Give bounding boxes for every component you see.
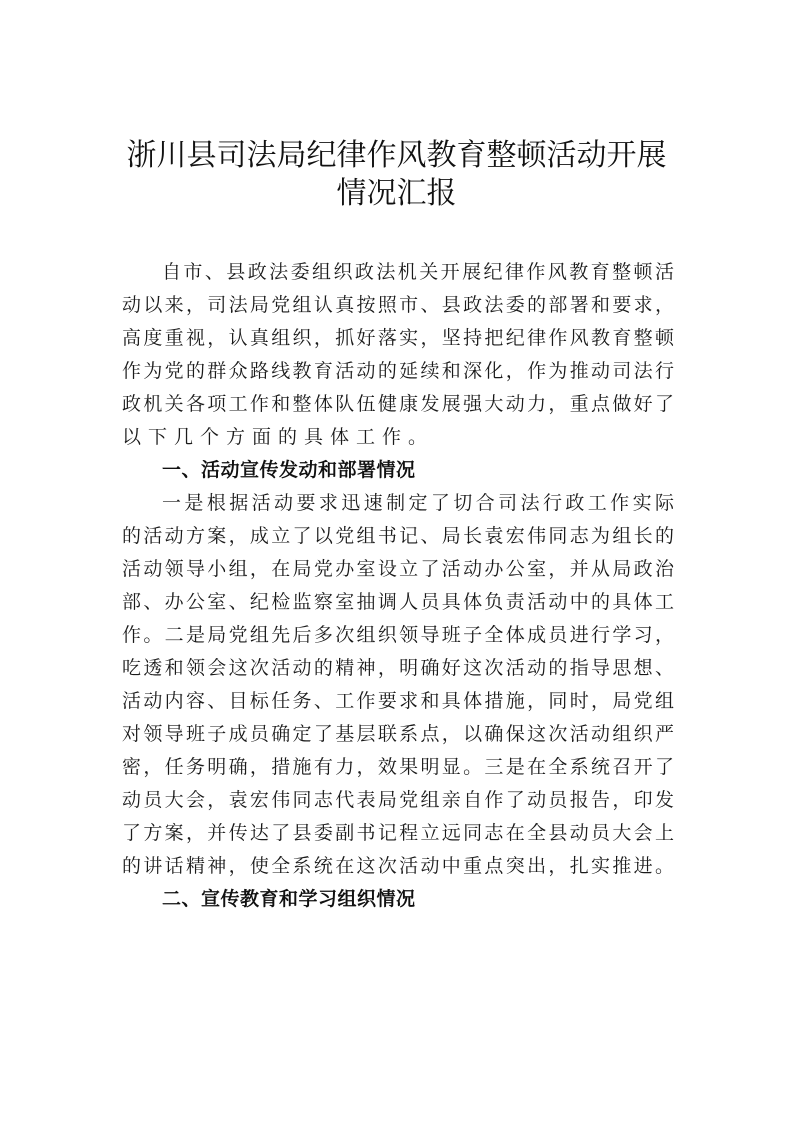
section-1-paragraph-line: 了方案，并传达了县委副书记程立远同志在全县动员大会上: [122, 822, 674, 844]
section-1-paragraph-line: 的讲话精神，使全系统在这次活动中重点突出，扎实推进。: [122, 855, 674, 877]
intro-paragraph-line: 动以来，司法局党组认真按照市、县政法委的部署和要求，: [122, 294, 674, 316]
section-1-paragraph-line: 密，任务明确，措施有力，效果明显。三是在全系统召开了: [122, 756, 674, 778]
document-title-line-2: 情况汇报: [336, 176, 457, 211]
section-1-paragraph-line: 对领导班子成员确定了基层联系点，以确保这次活动组织严: [122, 723, 674, 745]
intro-paragraph-line: 以下几个方面的具体工作。: [122, 426, 435, 448]
section-1-paragraph-line: 活动内容、目标任务、工作要求和具体措施，同时，局党组: [122, 690, 674, 712]
intro-paragraph-line: 自市、县政法委组织政法机关开展纪律作风教育整顿活: [162, 261, 674, 283]
section-1-paragraph-line: 作。二是局党组先后多次组织领导班子全体成员进行学习，: [122, 624, 674, 646]
section-1-paragraph-line: 吃透和领会这次活动的精神，明确好这次活动的指导思想、: [122, 657, 674, 679]
section-2-heading: 二、宣传教育和学习组织情况: [162, 888, 416, 910]
section-1-heading: 一、活动宣传发动和部署情况: [162, 459, 416, 481]
intro-paragraph-line: 政机关各项工作和整体队伍健康发展强大动力，重点做好了: [122, 393, 674, 415]
section-1-paragraph-line: 一是根据活动要求迅速制定了切合司法行政工作实际: [162, 492, 674, 514]
section-1-paragraph-line: 部、办公室、纪检监察室抽调人员具体负责活动中的具体工: [122, 591, 674, 613]
document-title-line-1: 浙川县司法局纪律作风教育整顿活动开展: [126, 138, 667, 173]
section-1-paragraph-line: 动员大会，袁宏伟同志代表局党组亲自作了动员报告，印发: [122, 789, 674, 811]
intro-paragraph-line: 作为党的群众路线教育活动的延续和深化，作为推动司法行: [122, 360, 674, 382]
section-1-paragraph-line: 活动领导小组，在局党办室设立了活动办公室，并从局政治: [122, 558, 674, 580]
intro-paragraph-line: 高度重视，认真组织，抓好落实，坚持把纪律作风教育整顿: [122, 327, 674, 349]
section-1-paragraph-line: 的活动方案，成立了以党组书记、局长袁宏伟同志为组长的: [122, 525, 674, 547]
